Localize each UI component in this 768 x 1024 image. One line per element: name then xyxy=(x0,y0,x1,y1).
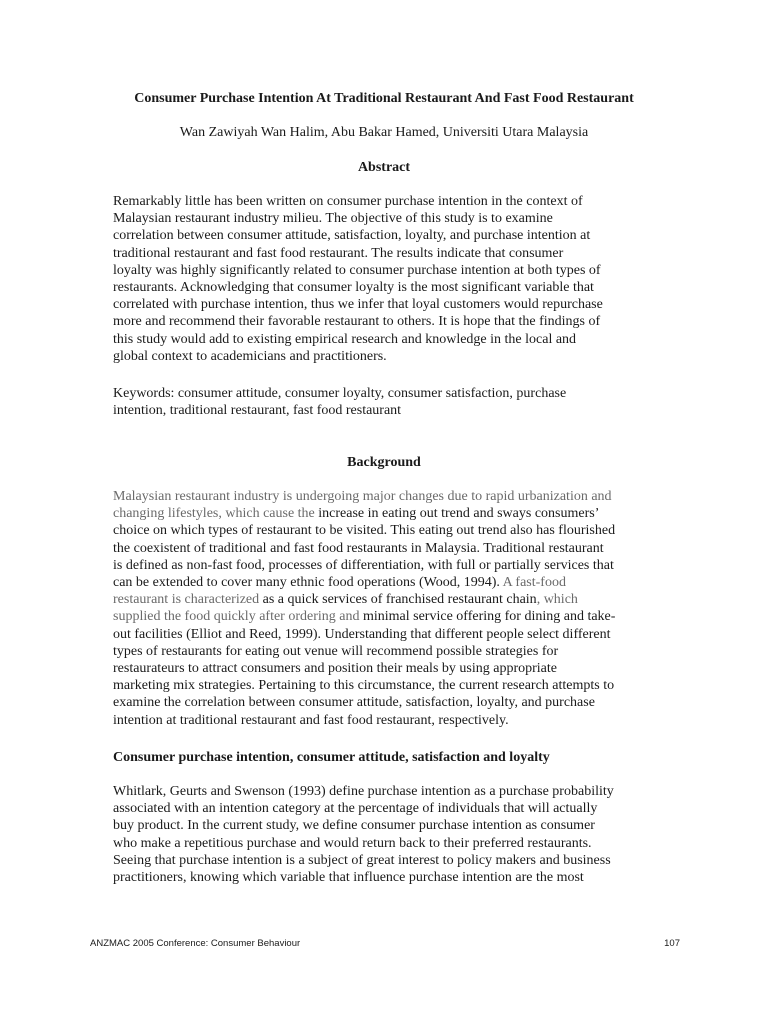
background-span-gray: restaurant is characterized xyxy=(113,592,263,608)
purchase-intention-line: associated with an intention category at the percentage of individuals that will actually xyxy=(113,801,598,817)
abstract-line: loyalty was highly significantly related to consumer purchase intention at both types of xyxy=(113,262,601,278)
purchase-intention-line: who make a repetitious purchase and would return back to their preferred restaurants. xyxy=(113,835,592,851)
footer-conference: ANZMAC 2005 Conference: Consumer Behaviour xyxy=(90,938,301,949)
background-line: out facilities (Elliot and Reed, 1999). Understanding that different people select different xyxy=(113,626,611,642)
background-paragraph xyxy=(113,488,658,729)
background-span: minimal service offering for dining and take- xyxy=(362,609,616,625)
background-span-gray: A fast-food xyxy=(502,575,566,591)
abstract-line: Remarkably little has been written on consumer purchase intention in the context of xyxy=(113,194,583,209)
background-line: examine the correlation between consumer attitude, satisfaction, loyalty, and purchase xyxy=(113,695,595,711)
purchase-intention-paragraph xyxy=(113,783,658,886)
footer-page-number: 107 xyxy=(664,938,680,949)
keywords-line: Keywords: consumer attitude, consumer loyalty, consumer satisfaction, purchase xyxy=(113,386,567,401)
background-heading: Background xyxy=(347,455,421,470)
abstract-line: restaurants. Acknowledging that consumer loyalty is the most significant variable that xyxy=(113,280,594,296)
abstract-line: this study would add to existing empirical research and knowledge in the local and xyxy=(113,331,577,347)
background-line: choice on which types of restaurant to be visited. This eating out trend also has flourished xyxy=(113,523,616,539)
abstract-line: more and recommend their favorable restaurant to others. It is hope that the findings of xyxy=(113,314,601,330)
background-span: as a quick services of franchised restaurant chain xyxy=(262,592,537,608)
keywords-line: intention, traditional restaurant, fast food restaurant xyxy=(113,403,402,419)
abstract-line: correlated with purchase intention, thus we infer that loyal customers would repurchase xyxy=(113,297,603,313)
abstract-line: correlation between consumer attitude, satisfaction, loyalty, and purchase intention at xyxy=(113,228,591,244)
background-line xyxy=(113,591,658,608)
background-span-gray: changing lifestyles, which cause the xyxy=(113,506,319,522)
background-span-gray: supplied the food quickly after ordering and xyxy=(113,609,363,625)
purchase-intention-line: practitioners, knowing which variable that influence purchase intention are the most xyxy=(113,870,584,886)
purchase-intention-line: buy product. In the current study, we define consumer purchase intention as consumer xyxy=(113,818,595,834)
background-line: the coexistent of traditional and fast food restaurants in Malaysia. Traditional restaurant xyxy=(113,540,604,556)
background-line xyxy=(113,608,658,625)
paper-authors: Wan Zawiyah Wan Halim, Abu Bakar Hamed, Universiti Utara Malaysia xyxy=(179,125,589,140)
purchase-intention-line: Whitlark, Geurts and Swenson (1993) define purchase intention as a purchase probability xyxy=(113,784,614,799)
background-span: increase in eating out trend and sways consumers’ xyxy=(318,506,600,522)
abstract-paragraph xyxy=(113,193,658,365)
paper-title: Consumer Purchase Intention At Traditional Restaurant And Fast Food Restaurant xyxy=(134,91,634,106)
background-line: marketing mix strategies. Pertaining to this circumstance, the current research attempts to xyxy=(113,678,615,694)
abstract-line: global context to academicians and practitioners. xyxy=(113,348,387,364)
purchase-intention-line: Seeing that purchase intention is a subject of great interest to policy makers and business xyxy=(113,852,611,868)
section-heading-purchase-intention: Consumer purchase intention, consumer attitude, satisfaction and loyalty xyxy=(113,750,550,765)
keywords-paragraph xyxy=(113,385,658,419)
background-line: is defined as non-fast food, processes of differentiation, with full or partially services that xyxy=(113,557,614,573)
background-line: intention at traditional restaurant and fast food restaurant, respectively. xyxy=(113,712,509,728)
abstract-line: Malaysian restaurant industry milieu. The objective of this study is to examine xyxy=(113,211,553,227)
background-line: Malaysian restaurant industry is undergoing major changes due to rapid urbanization and xyxy=(113,489,612,504)
background-span-gray: , which xyxy=(536,592,578,608)
background-line: restaurateurs to attract consumers and position their meals by using appropriate xyxy=(113,661,557,677)
background-line: types of restaurants for eating out venue will recommend possible strategies for xyxy=(113,643,559,659)
background-line xyxy=(113,574,658,591)
background-span: can be extended to cover many ethnic food operations (Wood, 1994). xyxy=(113,575,503,591)
background-line xyxy=(113,505,658,522)
abstract-line: traditional restaurant and fast food restaurant. The results indicate that consumer xyxy=(113,245,564,261)
abstract-heading: Abstract xyxy=(357,160,411,175)
